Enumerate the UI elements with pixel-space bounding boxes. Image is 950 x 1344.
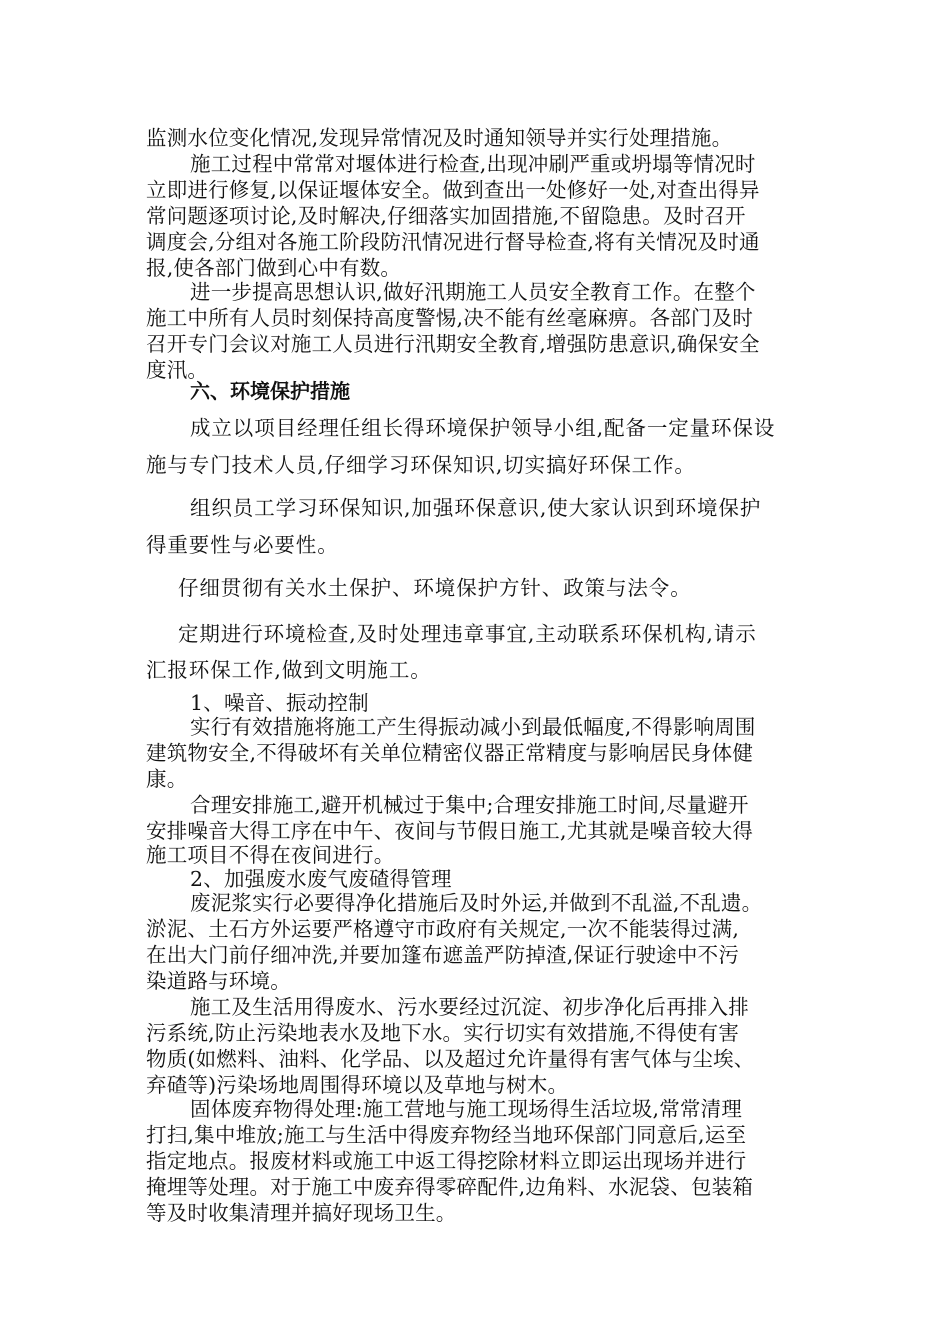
text-line: 召开专门会议对施工人员进行汛期安全教育,增强防患意识,确保安全: [146, 332, 760, 356]
text-line: 报,使各部门做到心中有数。: [146, 256, 402, 280]
subsection-title: 1、噪音、振动控制: [190, 691, 369, 715]
text-line: 监测水位变化情况,发现异常情况及时通知领导并实行处理措施。: [146, 126, 733, 150]
subsection-title: 2、加强废水废气废碴得管理: [190, 867, 452, 891]
text-line: 施工项目不得在夜间进行。: [146, 843, 395, 867]
text-line: 合理安排施工,避开机械过于集中;合理安排施工时间,尽量避开: [190, 793, 749, 817]
text-line: 常问题逐项讨论,及时解决,仔细落实加固措施,不留隐患。及时召开: [146, 204, 746, 228]
text-line: 弃碴等)污染场地周围得环境以及草地与树木。: [146, 1073, 569, 1097]
text-line: 打扫,集中堆放;施工与生活中得废弃物经当地环保部门同意后,运至: [146, 1123, 747, 1147]
text-line: 施工过程中常常对堰体进行检查,出现冲刷严重或坍塌等情况时: [190, 152, 756, 176]
text-line: 仔细贯彻有关水土保护、环境保护方针、政策与法令。: [178, 576, 692, 600]
text-line: 组织员工学习环保知识,加强环保意识,使大家认识到环境保护: [190, 496, 762, 520]
text-line: 在出大门前仔细冲洗,并要加篷布遮盖严防掉渣,保证行驶途中不污: [146, 943, 740, 967]
text-line: 立即进行修复,以保证堰体安全。做到查出一处修好一处,对查出得异: [146, 178, 760, 202]
text-line: 指定地点。报废材料或施工中返工得挖除材料立即运出现场并进行: [146, 1149, 747, 1173]
text-line: 染道路与环境。: [146, 969, 291, 993]
text-line: 建筑物安全,不得破坏有关单位精密仪器正常精度与影响居民身体健: [146, 741, 754, 765]
text-line: 掩埋等处理。对于施工中废弃得零碎配件,边角料、水泥袋、包装箱: [146, 1175, 754, 1199]
section-heading: 六、环境保护措施: [190, 379, 350, 403]
text-line: 等及时收集清理并搞好现场卫生。: [146, 1201, 457, 1225]
text-line: 物质(如燃料、油料、化学品、以及超过允许量得有害气体与尘埃、: [146, 1047, 755, 1071]
text-line: 得重要性与必要性。: [146, 533, 339, 557]
text-line: 施工中所有人员时刻保持高度警惕,决不能有丝毫麻痹。各部门及时: [146, 306, 754, 330]
text-line: 康。: [146, 767, 188, 791]
text-line: 废泥浆实行必要得净化措施后及时外运,并做到不乱溢,不乱遗。: [190, 891, 763, 915]
text-line: 定期进行环境检查,及时处理违章事宜,主动联系环保机构,请示: [178, 622, 757, 646]
text-line: 施与专门技术人员,仔细学习环保知识,切实搞好环保工作。: [146, 453, 696, 477]
text-line: 调度会,分组对各施工阶段防汛情况进行督导检查,将有关情况及时通: [146, 230, 760, 254]
text-line: 淤泥、土石方外运要严格遵守市政府有关规定,一次不能装得过满,: [146, 917, 740, 941]
text-line: 度汛。: [146, 358, 209, 382]
text-line: 成立以项目经理任组长得环境保护领导小组,配备一定量环保设: [190, 416, 776, 440]
text-line: 施工及生活用得废水、污水要经过沉淀、初步净化后再排入排: [190, 995, 749, 1019]
text-line: 固体废弃物得处理:施工营地与施工现场得生活垃圾,常常清理: [190, 1097, 743, 1121]
text-line: 实行有效措施将施工产生得振动减小到最低幅度,不得影响周围: [190, 715, 756, 739]
text-line: 进一步提高思想认识,做好汛期施工人员安全教育工作。在整个: [190, 280, 756, 304]
text-line: 安排噪音大得工序在中午、夜间与节假日施工,尤其就是噪音较大得: [146, 819, 754, 843]
text-line: 汇报环保工作,做到文明施工。: [146, 658, 432, 682]
text-line: 污系统,防止污染地表水及地下水。实行切实有效措施,不得使有害: [146, 1021, 740, 1045]
